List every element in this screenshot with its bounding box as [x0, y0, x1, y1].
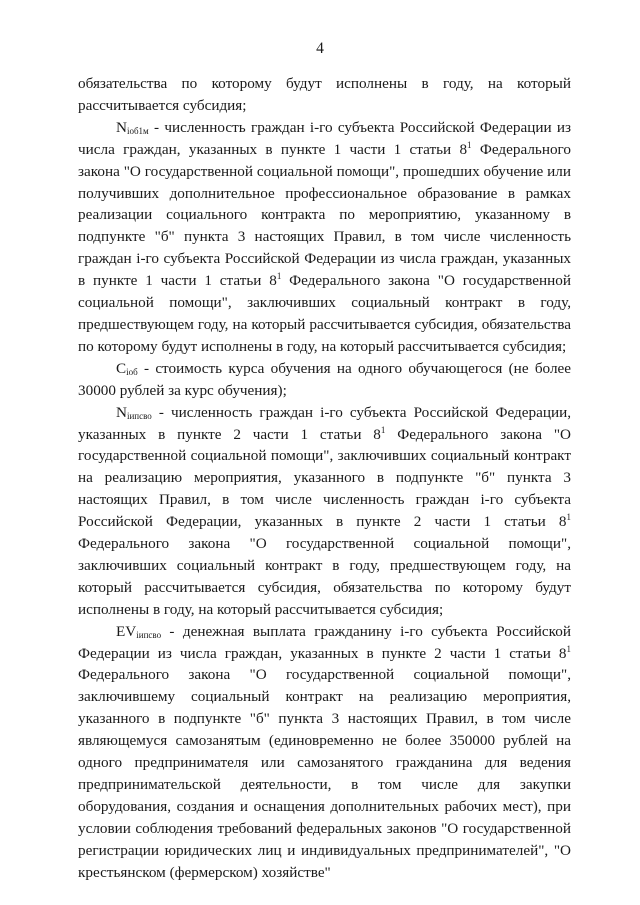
variable-symbol: EV — [116, 622, 137, 640]
paragraph-1-text: обязательства по которому будут исполнены в году, на который рассчитывается субсидия; — [78, 75, 571, 114]
variable-symbol: C — [116, 359, 127, 377]
article-superscript: 1 — [276, 271, 282, 282]
variable-symbol: N — [116, 118, 127, 136]
paragraph-2-text-a: - численность граждан i-го субъекта Российской Федерации из числа граждан, указанных в пункте 1 части 1 статьи 8 — [78, 118, 571, 158]
paragraph-2-text-b: Федерального закона "О государственной социальной помощи", прошедших обучение или получивших дополнительное профессиональное образование в рамках реализации социального контракта по мероприятию, указанному в подпункте "б" пункта 3 настоящих Правил, в том числе численность граждан i-го субъекта Российской Федерации из числа граждан, указанных в пункте 1 части 1 статьи 8 — [78, 140, 571, 290]
paragraph-4-text-a: - численность граждан i-го субъекта Российской Федерации, указанных в пункте 2 части 1 статьи 8 — [78, 403, 571, 443]
paragraph-5 — [78, 621, 571, 884]
paragraph-1 — [78, 73, 571, 117]
paragraph-4-text-b: Федерального закона "О государственной социальной помощи", заключивших социальный контракт на реализацию мероприятия, указанного в подпункте "б" пункта 3 настоящих Правил, в том числе численность граждан i-го субъекта Российской Федерации, указанных в пункте 2 части 1 статьи 8 — [78, 425, 572, 531]
paragraph-5-text-b: Федерального закона "О государственной социальной помощи", заключившему социальный контракт на реализацию мероприятия, указанного в подпункте "б" пункта 3 настоящих Правил, в том числе являющемуся самозанятым (единовременно не более 350000 рублей на одного предпринимателя или самозанятого гражданина для ведения предпринимательской деятельности, в том числе для закупки оборудования, создания и оснащения дополнительных рабочих мест), при условии соблюдения требований федеральных законов "О государственной регистрации юридических лиц и индивидуальных предпринимателей", "О крестьянском (фермерском) хозяйстве" — [78, 666, 571, 881]
variable-symbol: N — [116, 403, 127, 421]
paragraph-4-text-c: Федерального закона "О государственной социальной помощи", заключивших социальный контракт в году, предшествующем году, на который рассчитывается субсидия, обязательства по которому будут исполнены в году, на который рассчитывается субсидия; — [78, 535, 571, 618]
article-superscript: 1 — [566, 512, 571, 523]
paragraph-3 — [78, 358, 571, 402]
variable-subscript: iоб1м — [126, 125, 149, 136]
variable-subscript: iипсво — [126, 410, 152, 421]
paragraph-4 — [78, 402, 571, 621]
paragraph-5-text-a: - денежная выплата гражданину i-го субъекта Российской Федерации из числа граждан, указанных в пункте 2 части 1 статьи 8 — [78, 622, 571, 662]
paragraph-2 — [78, 117, 571, 358]
variable-subscript: iоб — [126, 366, 138, 377]
paragraph-3-text-a: - стоимость курса обучения на одного обучающегося (не более 30000 рублей за курс обучения); — [78, 359, 571, 399]
article-superscript: 1 — [467, 139, 472, 150]
document-body — [78, 73, 571, 884]
article-superscript: 1 — [566, 643, 571, 654]
article-superscript: 1 — [380, 424, 386, 435]
variable-subscript: iипсво — [136, 629, 162, 640]
paragraph-2-text-c: Федерального закона "О государственной социальной помощи", заключивших социальный контракт в году, предшествующем году, на который рассчитывается субсидия, обязательства по которому будут исполнены в году, на который рассчитывается субсидия; — [78, 272, 571, 355]
page-number: 4 — [316, 40, 324, 57]
